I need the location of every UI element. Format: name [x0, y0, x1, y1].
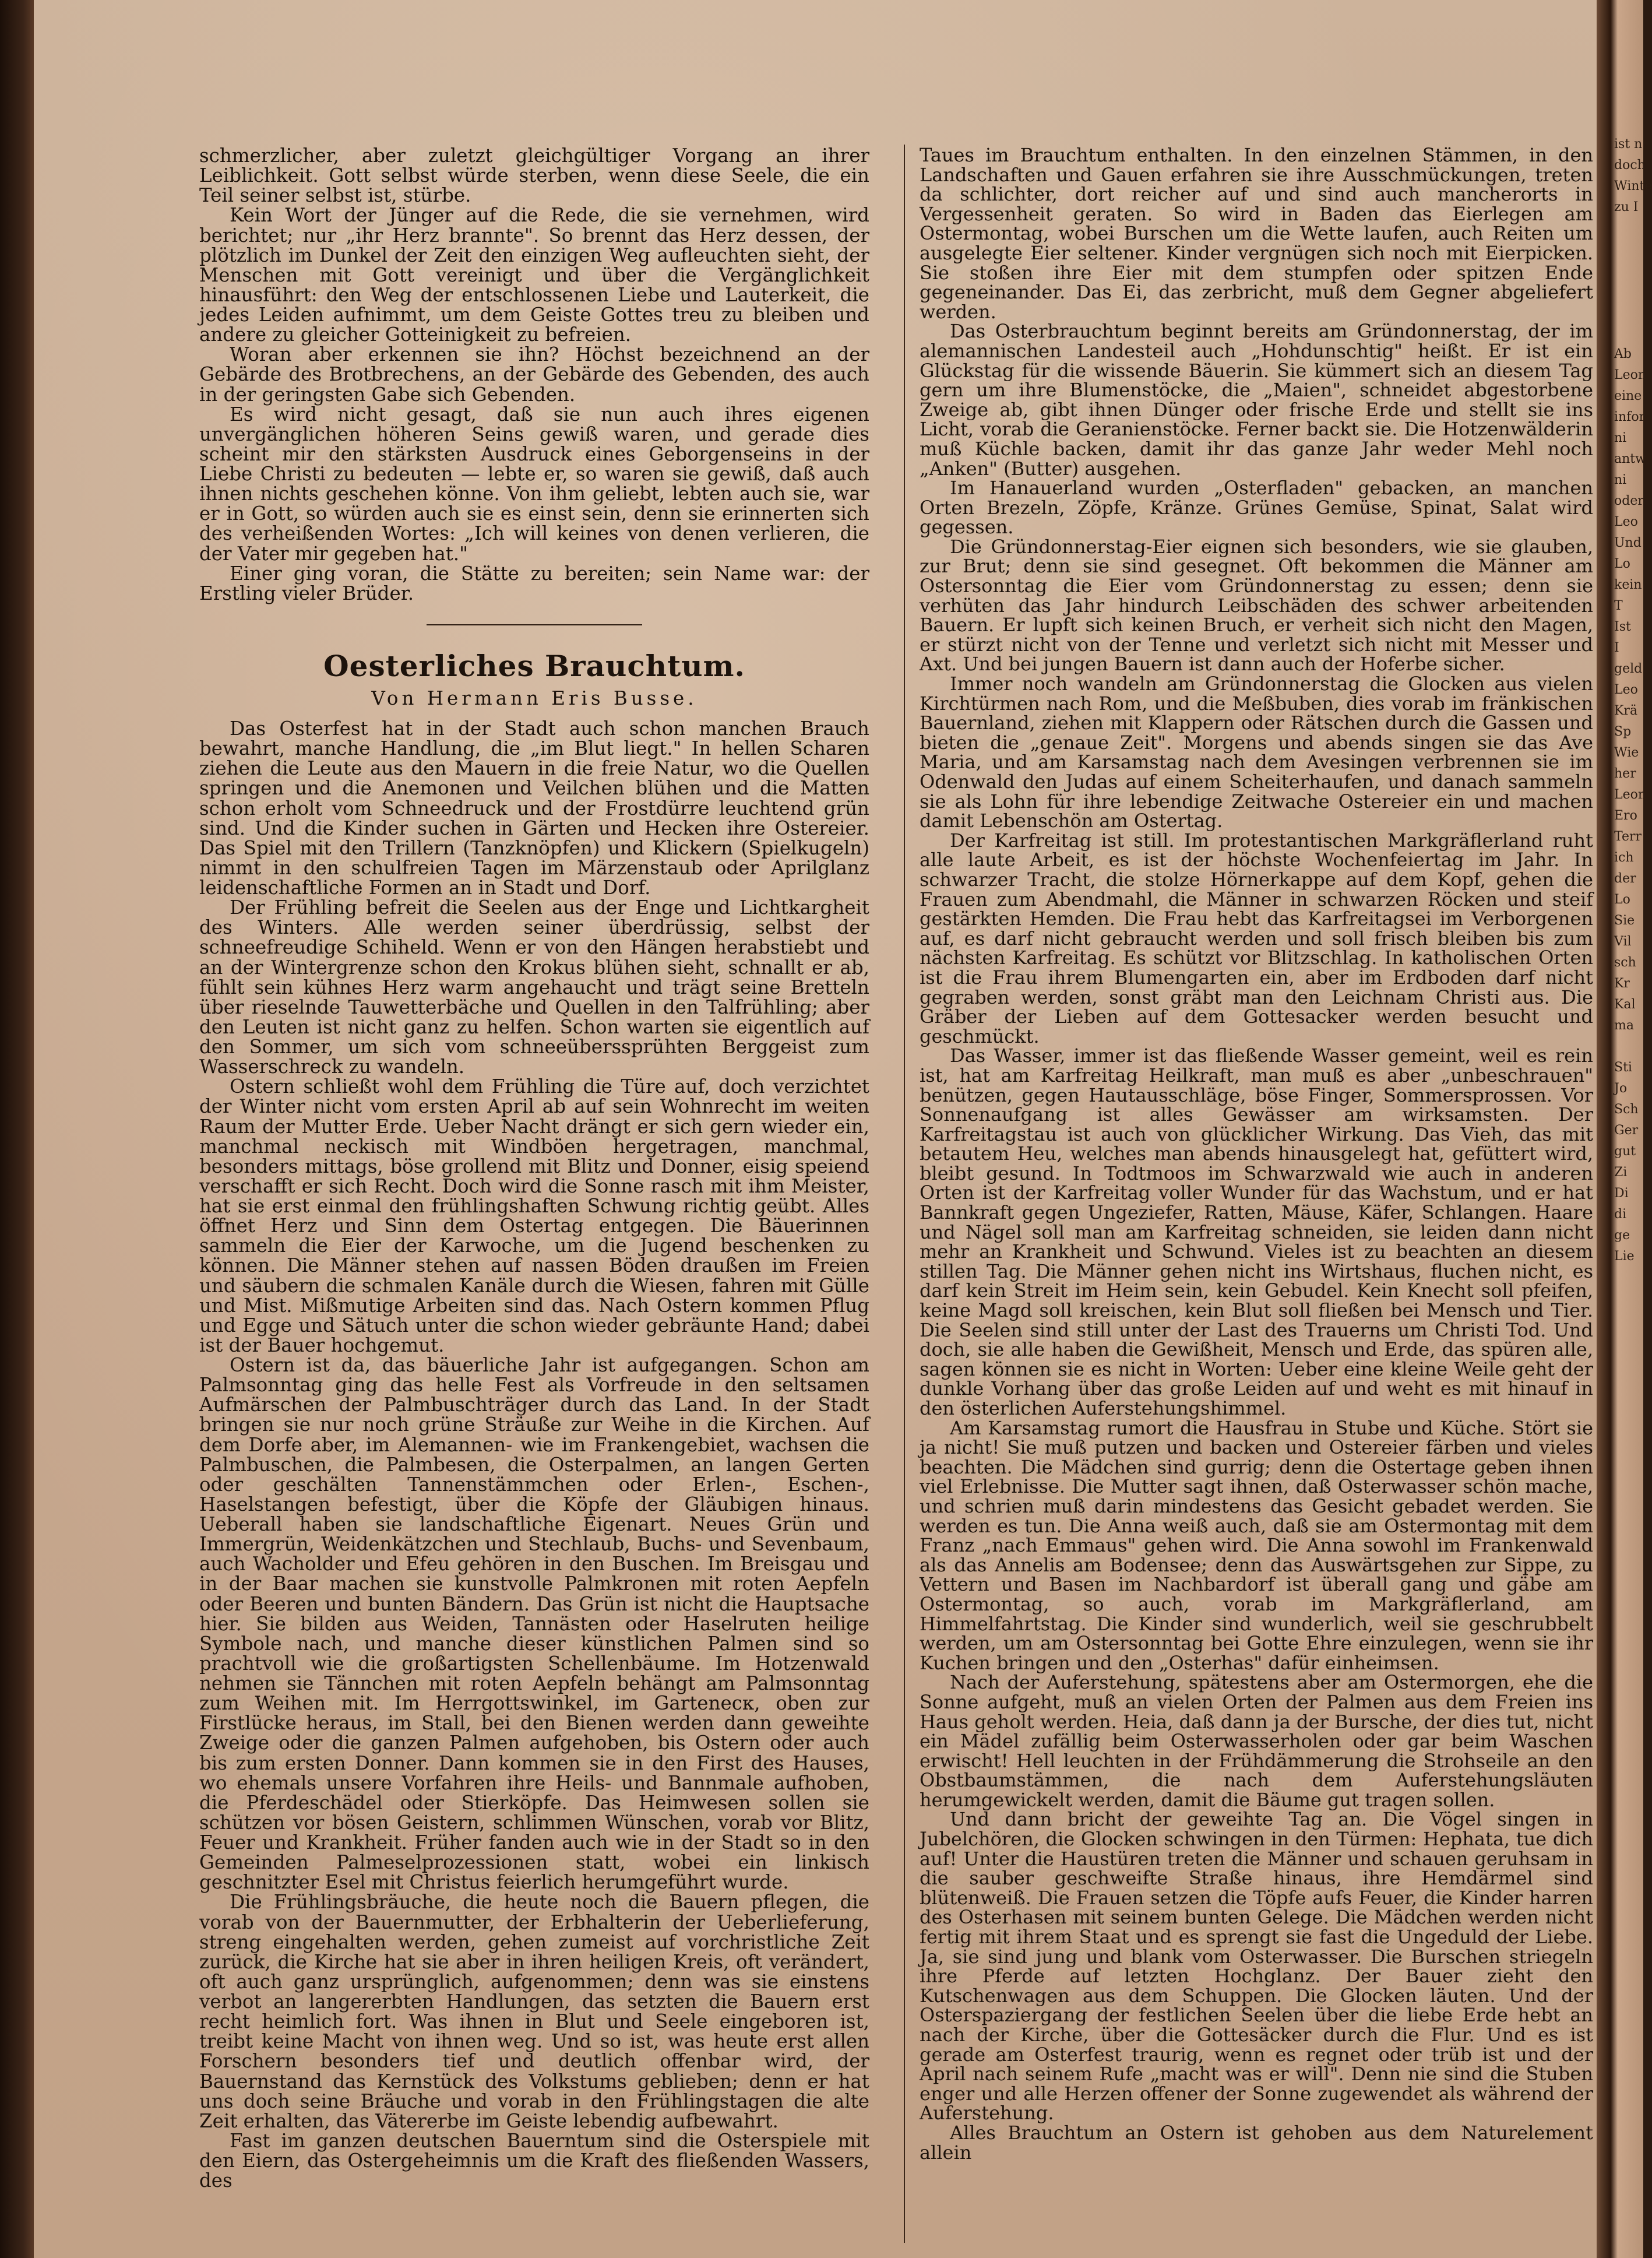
adjacent-fragment: Wie — [1614, 745, 1639, 760]
adjacent-fragment: ge — [1614, 1228, 1630, 1243]
adjacent-fragment: Kr — [1614, 976, 1630, 991]
intro-paragraph: Es wird nicht gesagt, daß sie nun auch ihres eigenen unvergänglichen höheren Seins gewiß waren, und gerade dies scheint mir den stärksten Ausdruck eines Geborgenseins in der Liebe Christi zu bedeuten — lebte er, so waren sie gewiß, daß auch ihnen nichts geschehen könne. Von ihm geliebt, lebten auch sie, war er in Gott, so würden auch sie es einst sein, denn sie erinnerten sich des verheißenden Wortes: „Ich will keines von denen verlieren, die der Vater mir gegeben hat." — [199, 403, 869, 565]
adjacent-fragment: geld — [1614, 662, 1643, 676]
section-separator — [427, 624, 642, 625]
adjacent-fragment: Leon — [1614, 368, 1647, 382]
adjacent-fragment: zu I — [1614, 200, 1639, 214]
adjacent-fragment: kein — [1614, 578, 1642, 592]
article-paragraph: Und dann bricht der geweihte Tag an. Die Vögel singen in Jubelchören, die Glocken schwingen in den Türmen: Hephata, tue dich auf! Unter die Haustüren treten die Männer und schauen geruhsam in die sauber geschweifte Straße hinaus, ihre Hemdärmel sind blütenweiß. Die Frauen setzen die Töpfe aufs Feuer, die Kinder harren des Osterhasen mit seinem bunten Gelege. Die Mädchen werden nicht fertig mit ihrem Staat und es sprengt sie fast die Ungeduld der Liebe. Ja, sie sind jung und blank vom Osterwasser. Die Burschen striegeln ihre Pferde auf letzten Hochglanz. Der Bauer zieht den Kutschenwagen aus dem Schuppen. Die Glocken läuten. Und der Osterspaziergang der festlichen Seelen über die liebe Erde hebt an nach der Kirche, über die Gottesäcker durch die Flur. Und es ist gerade am Osterfest traurig, wenn es regnet oder trüb ist und der April nach seinem Rufe „macht was er will". Denn nie sind die Stuben enger und alle Herzen offener der Sonne zugewendet als während der Auferstehung. — [920, 1808, 1593, 2125]
adjacent-fragment: Di — [1614, 1186, 1629, 1201]
adjacent-fragment: sch — [1614, 955, 1636, 970]
adjacent-fragment — [1614, 1036, 1643, 1057]
adjacent-fragment: ma — [1614, 1018, 1634, 1033]
scan-left-edge — [0, 0, 34, 2258]
article-paragraph: Fast im ganzen deutschen Bauerntum sind die Osterspiele mit den Eiern, das Ostergeheimnis um die Kraft des fließenden Wassers, des — [199, 2129, 869, 2192]
adjacent-fragment: Zi — [1614, 1165, 1628, 1180]
adjacent-fragment: Sp — [1614, 724, 1632, 739]
article-paragraph: Der Karfreitag ist still. Im protestantischen Markgräflerland ruht alle laute Arbeit, es ist der höchste Wochenfeiertag im Jahr. In schwarzer Tracht, die stolze Hörnerkappe auf dem Kopf, gehen die Frauen zum Abendmahl, die Männer in schwarzen Röcken und steif gestärkten Hemden. Die Frau hebt das Karfreitagsei im Verborgenen auf, es darf nicht gebraucht werden und soll frisch bleiben bis zum nächsten Karfreitag. Es schützt vor Blitzschlag. In katholischen Orten ist die Frau ihrem Blumengarten ein, aber im Erdboden darf nicht gegraben werden, sonst gräbt man den Leichnam Christi aus. Die Gräber der Lieben auf dem Gottesacker werden besucht und geschmückt. — [920, 829, 1593, 1047]
adjacent-page-fragments — [1614, 134, 1652, 2174]
adjacent-fragment: ich — [1614, 850, 1634, 865]
article-paragraph: Am Karsamstag rumort die Hausfrau in Stube und Küche. Stört sie ja nicht! Sie muß putzen und backen und Ostereier färben und vieles beachten. Die Mädchen sind gurrig; denn die Ostertage geben ihnen viel Erlebnisse. Die Mutter sagt ihnen, daß Osterwasser schön mache, und schrien muß darin mindestens das Gesicht gebadet werden. Sie werden es tun. Die Anna weiß auch, daß sie am Ostermontag mit dem Franz „nach Emmaus" gehen wird. Die Anna sowohl im Frankenwald als das Annelis am Bodensee; denn das Auswärtsgehen zur Sippe, zu Vettern und Basen im Nachbardorf ist überall gang und gäbe am Ostermontag, so auch, vorab im Markgräflerland, am Himmelfahrtstag. Die Kinder sind wunderlich, weil sie geschrubbelt werden, um am Ostersonntag bei Gotte Ehre einzulegen, wenn sie ihr Kuchen bringen und den „Osterhas" dafür einheimsen. — [920, 1416, 1593, 1674]
adjacent-fragment: oder — [1614, 494, 1644, 508]
adjacent-fragment: Vil — [1614, 934, 1632, 949]
adjacent-fragment — [1614, 323, 1643, 344]
article-paragraph: Ostern schließt wohl dem Frühling die Türe auf, doch verzichtet der Winter nicht vom ersten April ab auf sein Wohnrecht im weiten Raum der Mutter Erde. Ueber Nacht drängt er sich gern wieder ein, manchmal neckisch mit Windböen hergetragen, manchmal, besonders mittags, böse grollend mit Blitz und Donner, eisig speiend verschafft er sich Recht. Doch wird die Sonne rasch mit ihm Meister, hat sie erst einmal den frühlingshaften Schwung richtig geübt. Alles öffnet Herz und Sinn dem Ostertag entgegen. Die Bäuerinnen sammeln die Eier der Karwoche, um die Jugend beschenken zu können. Die Männer stehen auf nassen Böden draußen im Freien und säubern die schmalen Kanäle durch die Wiesen, fahren mit Gülle und Mist. Mißmutige Arbeiten sind das. Nach Ostern kommen Pflug und Egge und Sätuch unter die schon wieder gebräunte Hand; dabei ist der Bauer hochgemut. — [199, 1075, 869, 1356]
right-column — [920, 146, 1593, 2162]
adjacent-fragment: infor — [1614, 410, 1646, 424]
article-paragraph: Das Wasser, immer ist das fließende Wasser gemeint, weil es rein ist, hat am Karfreitag Heilkraft, man muß es aber „unbeschrauen" benützen, gegen Hautausschläge, böse Finger, Sommersprossen. Vor Sonnenaufgang ist alles Gewässer am wirksamsten. Der Karfreitagstau ist auch von glücklicher Wirkung. Das Vieh, das mit betautem Heu, welches man abends hinausgelegt hat, gefüttert wird, bleibt gesund. In Todtmoos im Schwarzwald wie auch in anderen Orten ist der Karfreitag voller Wunder für das Wachstum, und er hat Bannkraft gegen Ungeziefer, Ratten, Mäuse, Käfer, Schlangen. Haare und Nägel soll man am Karfreitag schneiden, sie leiden dann nicht mehr an Krankheit und Schwund. Vieles ist zu beachten an diesem stillen Tag. Die Männer gehen nicht ins Wirtshaus, fluchen nicht, es darf kein Streit im Heim sein, kein Gebudel. Kein Knecht soll pfeifen, keine Magd soll kreischen, kein Blut soll fließen bei Mensch und Tier. Die Seelen sind still unter der Last des Trauerns um Christi Tod. Und doch, sie alle haben die Gewißheit, Mensch und Erde, das spüren alle, sagen können sie es nicht in Worten: Ueber eine kleine Weile geht der dunkle Vorhang über das große Leiden auf und weht es mit hinauf in den österlichen Auferstehungshimmel. — [920, 1044, 1593, 1419]
article-paragraph: Alles Brauchtum an Ostern ist gehoben aus dem Naturelement allein — [920, 2121, 1593, 2164]
adjacent-fragment: Lo — [1614, 892, 1630, 907]
adjacent-fragment: der — [1614, 871, 1636, 886]
intro-paragraph: Einer ging voran, die Stätte zu bereiten; sein Name war: der Erstling vieler Brüder. — [199, 562, 869, 604]
adjacent-fragment: Ab — [1614, 347, 1632, 361]
adjacent-fragment: di — [1614, 1207, 1627, 1222]
adjacent-fragment — [1614, 239, 1643, 260]
column-divider — [904, 145, 905, 2243]
article-paragraph: Immer noch wandeln am Gründonnerstag die Glocken aus vielen Kirchtürmen nach Rom, und die Meßbuben, dies vorab im fränkischen Bauernland, ziehen mit Klappern oder Rätschen durch die Gassen und bieten die „genaue Zeit". Morgens und abends singen sie das Ave Maria, und am Karsamstag nach dem Avesingen verbrennen sie im Odenwald den Judas auf einem Scheiterhaufen, und danach sammeln sie als Lohn für ihre lebendige Zeitwache Ostereier ein und machen damit Lebenschön am Ostertag. — [920, 673, 1593, 832]
intro-paragraph: schmerzlicher, aber zuletzt gleichgültiger Vorgang an ihrer Leiblichkeit. Gott selbst würde sterben, wenn diese Seele, die ein Teil seiner selbst ist, stürbe. — [199, 145, 869, 207]
adjacent-fragment: Sti — [1614, 1060, 1632, 1075]
article-paragraph: Die Frühlingsbräuche, die heute noch die Bauern pflegen, die vorab von der Bauernmutter, der Erbhalterin der Ueberlieferung, streng eingehalten werden, gehen zumeist auf vorchristliche Zeit zurück, die Kirche hat sie aber in ihren heiligen Kreis, oft verändert, oft auch ganz ursprünglich, aufgenommen; denn was sie einstens verbot an langererbten Handlungen, das setzten die Bauern erst recht heimlich fort. Was ihnen in Blut und Seele eingeboren ist, treibt keine Macht von ihnen weg. Und so ist, was heute erst allen Forschern besonders tief und deutlich offenbar wird, der Bauernstand das Kernstück des Volkstums geblieben; denn er hat uns doch seine Bräuche und vorab in den Frühlingstagen die alte Zeit erhalten, das Vätererbe im Geiste lebendig aufbewahrt. — [199, 1891, 869, 2132]
adjacent-fragment: Ero — [1614, 808, 1637, 823]
intro-paragraph: Woran aber erkennen sie ihn? Höchst bezeichnend an der Gebärde des Brotbrechens, an der Gebärde des Gebenden, des auch in der geringsten Gabe sich Gebenden. — [199, 343, 869, 406]
article-title: Oesterliches Brauchtum. — [323, 648, 745, 683]
adjacent-fragment — [1614, 218, 1643, 239]
adjacent-fragment: Leo — [1614, 683, 1638, 697]
adjacent-fragment: T — [1614, 599, 1623, 613]
intro-paragraph: Kein Wort der Jünger auf die Rede, die sie vernehmen, wird berichtet; nur „ihr Herz brannte". So brennt das Herz dessen, der plötzlich im Dunkel der Zeit den einzigen Weg aufleuchten sieht, der Menschen mit Gott vereinigt und über die Vergänglichkeit hinausführt: den Weg der entschlossenen Liebe und Lauterkeit, die jedes Leiden aufnimmt, um dem Geiste Gottes treu zu bleiben und andere zu gleicher Gotteinigkeit zu befreien. — [199, 204, 869, 346]
adjacent-fragment: eine — [1614, 389, 1642, 403]
article-paragraph: Das Osterfest hat in der Stadt auch schon manchen Brauch bewahrt, manche Handlung, die „im Blut liegt." In hellen Scharen ziehen die Leute aus den Mauern in die freie Natur, wo die Quellen springen und die Anemonen und Veilchen blühen und die Matten schon erholt vom Schneedruck und der Frostdürre leuchtend grün sind. Und die Kinder suchen in Gärten und Hecken ihre Ostereier. Das Spiel mit den Trillern (Tanzknöpfen) und Klickern (Spielkugeln) nimmt in den schulfreien Tagen im Märzenstaub oder Aprilglanz leidenschaftliche Formen an in Stadt und Dorf. — [199, 718, 869, 899]
adjacent-fragment: I — [1614, 641, 1619, 655]
adjacent-fragment: her — [1614, 766, 1636, 781]
adjacent-fragment: doch — [1614, 158, 1646, 173]
adjacent-fragment: Kal — [1614, 997, 1636, 1012]
adjacent-fragment: ni — [1614, 431, 1627, 445]
adjacent-fragment: ist n — [1614, 137, 1643, 152]
adjacent-fragment: Lie — [1614, 1249, 1635, 1264]
adjacent-fragment — [1614, 302, 1643, 323]
article-paragraph: Im Hanauerland wurden „Osterfladen" gebacken, an manchen Orten Brezeln, Zöpfe, Kränze. Grünes Gemüse, Spinat, Salat wird gegessen. — [920, 477, 1593, 539]
adjacent-fragment: gut — [1614, 1144, 1636, 1159]
adjacent-fragment: Leo — [1614, 515, 1638, 529]
adjacent-fragment — [1614, 281, 1643, 302]
adjacent-fragment: Terr — [1614, 829, 1642, 844]
adjacent-fragment: ni — [1614, 473, 1627, 487]
adjacent-fragment — [1614, 260, 1643, 281]
adjacent-fragment: Ger — [1614, 1123, 1639, 1138]
article-paragraph: Der Frühling befreit die Seelen aus der Enge und Lichtkargheit des Winters. Alle werden seiner überdrüssig, selbst der schneefreudige Schiheld. Wenn er von den Hängen herabstiebt und an der Wintergrenze schon den Krokus blühen sieht, schnallt er ab, fühlt sein kühnes Herz warm angehaucht und trägt seine Bretteln über rieselnde Tauwetterbäche und Quellen in den Talfrühling; aber den Leuten ist nicht ganz zu helfen. Schon warten sie eigentlich auf den Sommer, um sich vom schneeüberssprühten Berggeist zum Wasserschreck zu wandeln. — [199, 896, 869, 1078]
article-paragraph: Das Osterbrauchtum beginnt bereits am Gründonnerstag, der im alemannischen Landesteil auch „Hohdunschtig" heißt. Er ist ein Glückstag für die wissende Bäuerin. Sie kümmert sich an diesem Tag gern um ihre Blumenstöcke, die „Maien", schneidet abgestorbene Zweige ab, gibt ihnen Dünger oder frische Erde und stellt sie ins Licht, vorab die Geranienstöcke. Ferner backt sie. Die Hotzenwälderin muß Küchle backen, damit ihr das ganze Jahr weder Mehl noch „Anken" (Butter) ausgehen. — [920, 320, 1593, 480]
adjacent-fragment: Und — [1614, 536, 1642, 550]
adjacent-fragment: Sie — [1614, 913, 1635, 928]
article-paragraph: Nach der Auferstehung, spätestens aber am Ostermorgen, ehe die Sonne aufgeht, muß an vielen Orten der Palmen aus dem Freien ins Haus geholt werden. Heia, daß dann ja der Bursche, der dies tut, nicht ein Mädel zufällig beim Osterwasserholen oder gar beim Waschen erwischt! Hell leuchten in der Frühdämmerung die Strohseile an den Obstbaumstämmen, die nach dem Auferstehungsläuten herumgewickelt werden, damit die Bäume gut tragen sollen. — [920, 1671, 1593, 1811]
article-paragraph: Ostern ist da, das bäuerliche Jahr ist aufgegangen. Schon am Palmsonntag ging das helle Fest als Vorfreude in den seltsamen Aufmärschen der Palmbuschträger durch das Land. In der Stadt bringen sie nur noch grüne Sträuße zur Weihe in die Kirchen. Auf dem Dorfe aber, im Alemannen- wie im Frankengebiet, wachsen die Palmbuschen, die Palmbesen, die Osterpalmen, an langen Gerten oder geschälten Tannenstämmchen oder Erlen-, Eschen-, Haselstangen befestigt, über die Köpfe der Gläubigen hinaus. Ueberall haben sie landschaftliche Eigenart. Neues Grün und Immergrün, Weidenkätzchen und Stechlaub, Buchs- und Sevenbaum, auch Wacholder und Efeu gehören in den Buschen. Im Breisgau und in der Baar machen sie kunstvolle Palmkronen mit roten Aepfeln oder Beeren und bunten Bändern. Das Grün ist nicht die Hauptsache hier. Sie bilden aus Weiden, Tannästen oder Haselruten heilige Symbole nach, und manche dieser künstlichen Palmen sind so prachtvoll wie die großartigsten Schellenbäume. Im Hotzenwald nehmen sie Tännchen mit roten Aepfeln behängt am Palmsonntag zum Weihen mit. Im Herrgottswinkel, im Gartenecк, oben zur Firstlücke heraus, im Stall, bei den Bienen werden dann geweihte Zweige oder die ganzen Palmen aufgehoben, bis Ostern oder auch bis zum ersten Donner. Dann kommen sie in den First des Hauses, wo ehemals unsere Vorfahren ihre Heils- und Bannmale aufhoben, die Pferdeschädel oder Stierköpfe. Das Heimwesen sollen sie schützen vor bösen Geistern, schlimmen Wünschen, vorab vor Blitz, Feuer und Krankheit. Früher fanden auch wie in der Stadt so in den Gemeinden Palmeselprozessionen statt, wobei ein linkisch geschnitzter Esel mit Christus feierlich herumgeführt wurde. — [199, 1354, 869, 1894]
article-paragraph: Die Gründonnerstag-Eier eignen sich besonders, wie sie glauben, zur Brut; denn sie sind gesegnet. Oft bekommen die Männer am Ostersonntag die Eier vom Gründonnerstag zu essen; denn sie verhüten das Jahr hindurch Leibschäden des schwer arbeitenden Bauern. Er lupft sich keinen Bruch, er verheit sich nicht den Magen, er stürzt nicht von der Tenne und verletzt sich nicht mit Messer und Axt. Und bei jungen Bauern ist dann auch der Hoferbe sicher. — [920, 535, 1593, 676]
adjacent-fragment: Ist — [1614, 620, 1631, 634]
left-column — [199, 146, 869, 2190]
adjacent-fragment: Winte — [1614, 179, 1652, 194]
adjacent-fragment: Lo — [1614, 557, 1630, 571]
adjacent-fragment: Jo — [1614, 1081, 1628, 1096]
adjacent-fragment: Leon — [1614, 787, 1647, 802]
adjacent-fragment: Krä — [1614, 704, 1638, 718]
article-paragraph: Taues im Brauchtum enthalten. In den einzelnen Stämmen, in den Landschaften und Gauen erfahren sie ihre Ausschmückungen, treten da schlichter, dort reicher auf und sind auch mancherorts in Vergessenheit geraten. So wird in Baden das Eierlegen am Ostermontag, wobei Burschen um die Wette laufen, auch Reiten um ausgelegte Eier seltener. Kinder vergnügen sich noch mit Eierpicken. Sie stoßen ihre Eier mit dem stumpfen oder spitzen Ende gegeneinander. Das Ei, das zerbricht, muß dem Gegner abgeliefert werden. — [920, 144, 1593, 323]
adjacent-fragment: antw — [1614, 452, 1646, 466]
adjacent-fragment: Sch — [1614, 1102, 1639, 1117]
article-author: Von Hermann Eris Busse. — [371, 687, 698, 709]
